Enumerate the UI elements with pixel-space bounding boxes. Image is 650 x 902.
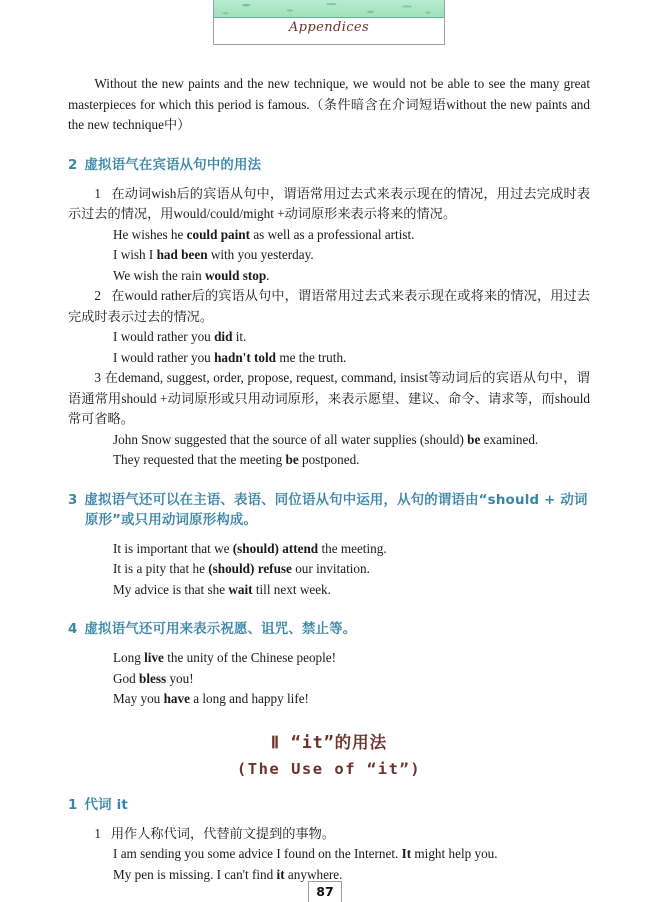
section-heading-3-label: 虚拟语气还可以在主语、表语、同位语从句中运用，从句的谓语由“should + 动词原形”或只用动词原形构成。 <box>84 492 588 528</box>
example-post: as well as a professional artist. <box>250 226 415 242</box>
example-post: . <box>266 267 270 283</box>
section-heading-it-number: 1 <box>68 797 78 813</box>
example-sentence <box>68 225 590 246</box>
example-post: postponed. <box>298 452 360 467</box>
example-pre: We wish the rain <box>113 267 205 283</box>
example-bold: live <box>144 650 164 665</box>
example-pre: It is a pity that he <box>113 561 209 576</box>
section2-point1-text: 在动词wish后的宾语从句中，谓语常用过去式来表示现在的情况，用过去完成时表示过去的情况，用would/could/might +动词原形来表示将来的情况。 <box>68 185 591 221</box>
section-it-point1-number: 1 <box>94 825 101 841</box>
spacer <box>68 816 590 824</box>
section-heading-2-number: 2 <box>68 157 78 173</box>
section2-point3-text: 在demand, suggest, order, propose, request, command, insist等动词后的宾语从句中，谓语通常用should +动词原形或只用动词原形，来表示愿望、建议、命令、请求等，而should常可省略。 <box>68 370 590 426</box>
example-sentence <box>68 648 590 669</box>
spacer <box>68 600 590 620</box>
example-sentence <box>68 430 590 451</box>
example-bold: be <box>285 452 299 467</box>
example-pre: May you <box>113 691 164 706</box>
section-heading-4-label: 虚拟语气还可用来表示祝愿、诅咒、禁止等。 <box>84 622 357 637</box>
section-it-point1-text: 用作人称代词，代替前文提到的事物。 <box>110 825 336 841</box>
example-pre: My pen is missing. I can't find <box>113 866 277 882</box>
example-bold: have <box>163 691 190 706</box>
example-post: a long and happy life! <box>189 691 309 706</box>
spacer <box>68 471 590 491</box>
section-heading-it-label: 代词 it <box>84 797 128 813</box>
example-sentence <box>68 539 590 560</box>
example-bold: (should) refuse <box>208 561 292 576</box>
page-content <box>68 74 590 885</box>
example-bold: wait <box>228 581 253 597</box>
example-bold: did <box>214 329 233 344</box>
example-sentence <box>68 844 590 865</box>
example-post: with you yesterday. <box>207 247 314 262</box>
section-heading-2-label: 虚拟语气在宾语从句中的用法 <box>84 157 262 173</box>
example-bold: It <box>401 846 412 861</box>
section-heading-3-number: 3 <box>68 492 78 508</box>
example-bold: would stop <box>204 267 267 283</box>
example-bold: be <box>467 431 481 447</box>
example-sentence <box>68 266 590 287</box>
example-post: examined. <box>480 431 539 447</box>
example-pre: Long <box>113 650 145 665</box>
section-heading-4-number: 4 <box>68 622 78 637</box>
example-sentence <box>68 689 590 710</box>
example-pre: He wishes he <box>113 226 187 242</box>
spacer <box>68 640 590 648</box>
section-heading-2 <box>68 156 590 176</box>
example-pre: John Snow suggested that the source of all water supplies (should) <box>113 431 468 447</box>
example-pre: I would rather you <box>113 349 215 365</box>
example-post: it. <box>232 329 247 344</box>
example-bold: could paint <box>186 226 251 242</box>
example-bold: had been <box>156 247 208 262</box>
example-sentence <box>68 348 590 369</box>
example-sentence <box>68 450 590 471</box>
example-bold: (should) attend <box>232 540 319 556</box>
example-post: might help you. <box>411 846 498 861</box>
example-post: you! <box>166 670 194 686</box>
page-number: 87 <box>308 881 342 902</box>
chapter-title-line2: (The Use of “it”) <box>236 759 422 778</box>
chapter-title-line1: Ⅱ “it”的用法 <box>270 732 388 752</box>
running-header-title: Appendices <box>288 20 370 35</box>
example-pre: They requested that the meeting <box>113 452 286 467</box>
example-sentence <box>68 580 590 601</box>
section2-point3 <box>68 368 590 430</box>
section-heading-3 <box>68 491 590 531</box>
section-heading-4 <box>68 620 590 640</box>
running-header <box>213 0 445 45</box>
section2-point2-number: 2 <box>94 288 101 303</box>
example-post: me the truth. <box>276 349 347 365</box>
example-pre: I wish I <box>113 247 157 262</box>
section2-point2 <box>68 286 590 327</box>
example-bold: bless <box>139 670 167 686</box>
example-pre: It is important that we <box>113 540 233 556</box>
example-bold: hadn't told <box>214 349 277 365</box>
section2-point1-number: 1 <box>94 185 101 201</box>
example-pre: My advice is that she <box>113 581 229 597</box>
header-decorative-band <box>214 0 444 18</box>
example-post: the meeting. <box>318 540 387 556</box>
example-post: the unity of the Chinese people! <box>163 650 337 665</box>
example-bold: it <box>276 866 285 882</box>
example-sentence <box>68 327 590 348</box>
page-footer <box>0 863 650 897</box>
spacer <box>68 176 590 184</box>
spacer <box>68 136 590 156</box>
example-pre: God <box>113 670 140 686</box>
section-heading-it <box>68 796 590 816</box>
example-sentence <box>68 559 590 580</box>
section-it-point1 <box>68 824 590 845</box>
spacer <box>68 782 590 796</box>
example-post: our invitation. <box>291 561 370 576</box>
intro-paragraph: Without the new paints and the new technique, we would not be able to see the many great masterpieces for which this period is famous.（条件暗含在介词短语without the new paints and the new technique中） <box>68 76 590 132</box>
example-sentence <box>68 669 590 690</box>
spacer <box>68 531 590 539</box>
example-post: anywhere. <box>284 866 343 882</box>
example-pre: I would rather you <box>113 329 215 344</box>
spacer <box>68 710 590 730</box>
section2-point2-text: 在would rather后的宾语从句中，谓语常用过去式来表示现在或将来的情况，用过去完成时表示过去的情况。 <box>68 288 591 324</box>
chapter-title <box>68 730 590 782</box>
example-post: till next week. <box>252 581 331 597</box>
example-sentence <box>68 245 590 266</box>
section2-point1 <box>68 184 590 225</box>
section2-point3-number: 3 <box>94 370 101 385</box>
example-pre: I am sending you some advice I found on the Internet. <box>113 846 402 861</box>
